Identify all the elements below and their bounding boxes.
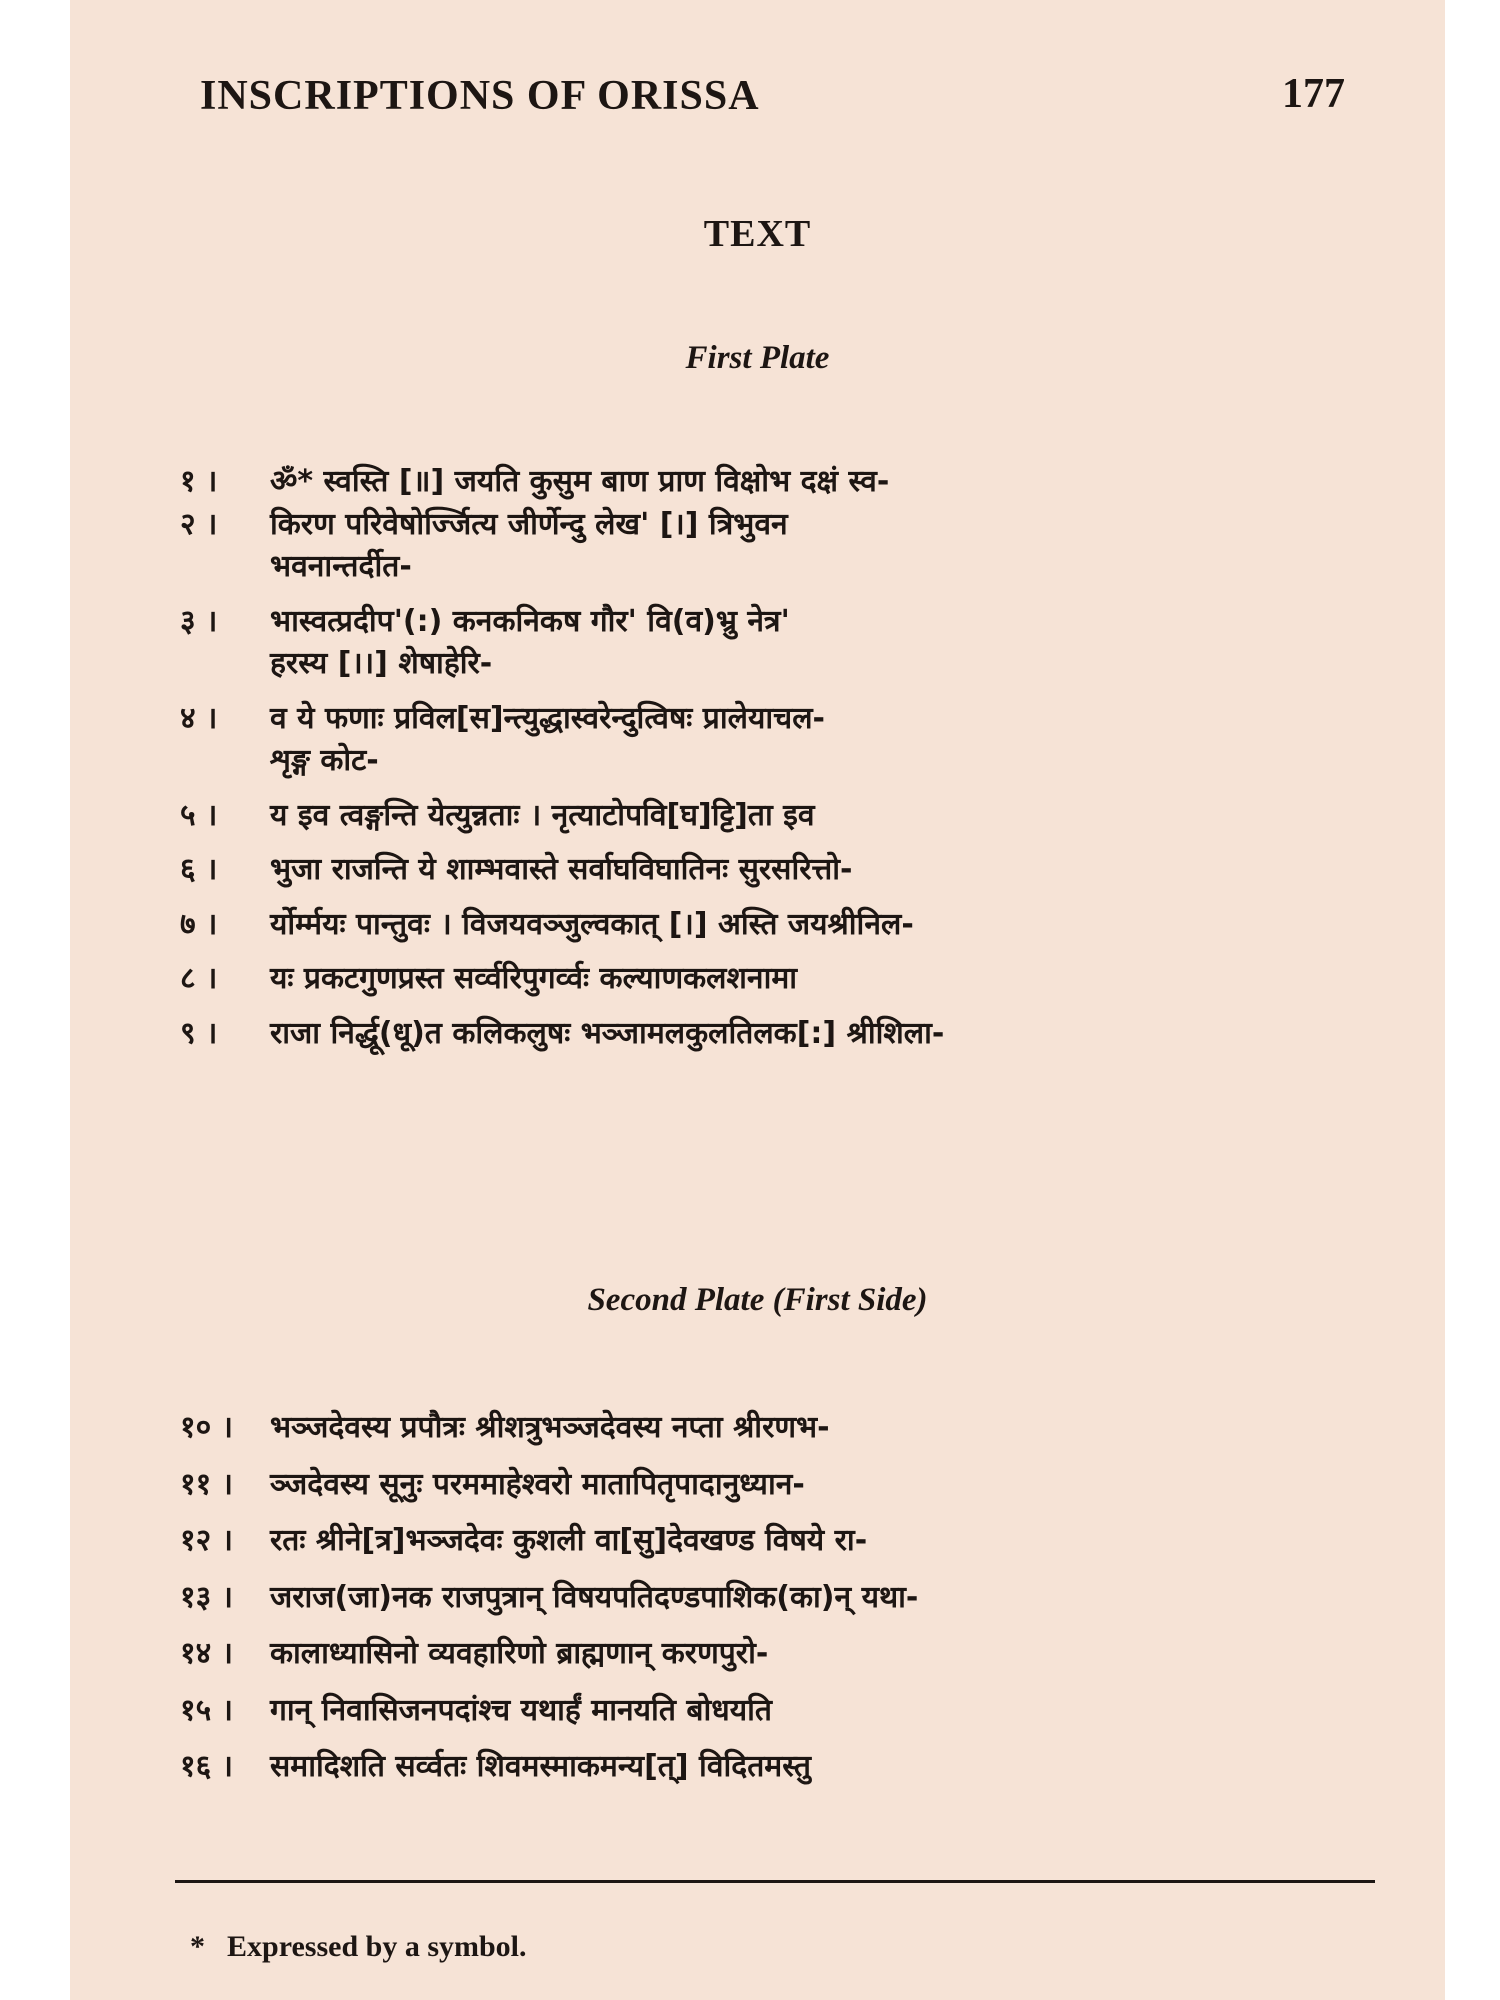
line-number: १३ । bbox=[180, 1579, 234, 1615]
line-number: १० । bbox=[180, 1410, 234, 1445]
line-text: य इव त्वङ्गन्ति येत्युन्नताः । नृत्याटोपवि[घ]ट्टि]ता इव bbox=[270, 797, 815, 833]
line-text: राजा निर्द्धू(धू)त कलिकलुषः भञ्जामलकुलतिलक[:] श्रीशिला- bbox=[270, 1015, 945, 1051]
line-number: ६ । bbox=[180, 852, 218, 887]
inscription-line bbox=[180, 1014, 1360, 1055]
inscription-line bbox=[180, 1634, 1360, 1675]
inscription-line bbox=[180, 602, 1360, 643]
inscription-line bbox=[180, 959, 1360, 1000]
line-number: १५ । bbox=[180, 1692, 234, 1728]
running-header: INSCRIPTIONS OF ORISSA bbox=[200, 73, 760, 119]
line-text: व ये फणाः प्रविल[स]न्त्युद्धास्वरेन्दुत्विषः प्रालेयाचल- bbox=[270, 700, 825, 736]
footnote-marker: * bbox=[190, 1930, 205, 1963]
line-number: १६ । bbox=[180, 1749, 234, 1784]
footnote-text: Expressed by a symbol. bbox=[227, 1930, 527, 1963]
line-text: ञ्जदेवस्य सूनुः परममाहेश्वरो मातापितृपादानुध्यान- bbox=[270, 1466, 805, 1502]
line-text: गान् निवासिजनपदांश्च यथार्हं मानयति बोधयति bbox=[270, 1692, 772, 1728]
line-number: ४ । bbox=[180, 700, 218, 736]
line-number: १ । bbox=[180, 464, 218, 499]
line-number: ७ । bbox=[180, 906, 218, 942]
inscription-line bbox=[180, 1465, 1360, 1506]
line-text: भास्वत्प्रदीप'(:) कनकनिकष गौर' वि(व)भ्रु नेत्र' bbox=[270, 603, 790, 639]
line-text: भुजा राजन्ति ये शाम्भवास्ते सर्वाघविघातिनः सुरसरित्तो- bbox=[270, 852, 853, 887]
line-text: किरण परिवेषोर्ज्जित्य जीर्णेन्दु लेख' [।] त्रिभुवन bbox=[270, 506, 788, 542]
section-heading-text: TEXT bbox=[703, 213, 812, 255]
inscription-line bbox=[180, 1408, 1360, 1449]
line-number: ११ । bbox=[180, 1466, 234, 1502]
inscription-line bbox=[180, 1521, 1360, 1562]
inscription-line-continuation bbox=[180, 644, 1360, 685]
inscription-line-continuation bbox=[180, 547, 1360, 588]
line-text: हरस्य [।।] शेषाहेरि- bbox=[270, 646, 493, 681]
inscription-line bbox=[180, 462, 1360, 503]
inscription-line bbox=[180, 1691, 1360, 1732]
line-text: ॐ* स्वस्ति [॥] जयति कुसुम बाण प्राण विक्षोभ दक्षं स्व- bbox=[270, 464, 890, 499]
footnote-divider bbox=[175, 1880, 1375, 1883]
line-number: १४ । bbox=[180, 1636, 234, 1671]
inscription-line bbox=[180, 905, 1360, 946]
inscription-line-continuation bbox=[180, 741, 1360, 782]
line-text: यः प्रकटगुणप्रस्त सर्व्वरिपुगर्व्वः कल्याणकलशनामा bbox=[270, 961, 798, 996]
line-number: २ । bbox=[180, 506, 218, 542]
line-number: ८ । bbox=[180, 961, 218, 996]
inscription-line bbox=[180, 699, 1360, 740]
line-text: समादिशति सर्व्वतः शिवमस्माकमन्य[त्] विदितमस्तु bbox=[270, 1749, 812, 1784]
inscription-line bbox=[180, 796, 1360, 837]
footnote bbox=[190, 1930, 527, 1964]
line-text: शृङ्ग कोट- bbox=[270, 743, 379, 778]
line-number: ५ । bbox=[180, 797, 218, 833]
section-heading-first-plate: First Plate bbox=[685, 340, 830, 376]
inscription-line bbox=[180, 1747, 1360, 1788]
inscription-line bbox=[180, 505, 1360, 546]
line-text: भञ्जदेवस्य प्रपौत्रः श्रीशत्रुभञ्जदेवस्य नप्ता श्रीरणभ- bbox=[270, 1410, 830, 1445]
first-plate-lines bbox=[180, 462, 1360, 1068]
line-text: भवनान्तर्दीत- bbox=[270, 549, 412, 584]
line-text: र्योर्म्मयः पान्तुवः । विजयवञ्जुल्वकात् [।] अस्ति जयश्रीनिल- bbox=[270, 906, 914, 942]
line-text: जराज(जा)नक राजपुत्रान् विषयपतिदण्डपाशिक(का)न् यथा- bbox=[270, 1579, 919, 1615]
line-text: कालाध्यासिनो व्यवहारिणो ब्राह्मणान् करणपुरो- bbox=[270, 1636, 769, 1671]
page-number: 177 bbox=[1282, 71, 1345, 117]
inscription-line bbox=[180, 1578, 1360, 1619]
line-number: ९ । bbox=[180, 1015, 218, 1051]
line-text: रतः श्रीने[त्र]भञ्जदेवः कुशली वा[सु]देवखण्ड विषये रा- bbox=[270, 1523, 868, 1558]
line-number: ३ । bbox=[180, 603, 218, 639]
section-heading-second-plate: Second Plate (First Side) bbox=[587, 1282, 928, 1318]
inscription-line bbox=[180, 850, 1360, 891]
book-page bbox=[70, 0, 1445, 2000]
second-plate-lines bbox=[180, 1408, 1360, 1804]
line-number: १२ । bbox=[180, 1523, 234, 1558]
